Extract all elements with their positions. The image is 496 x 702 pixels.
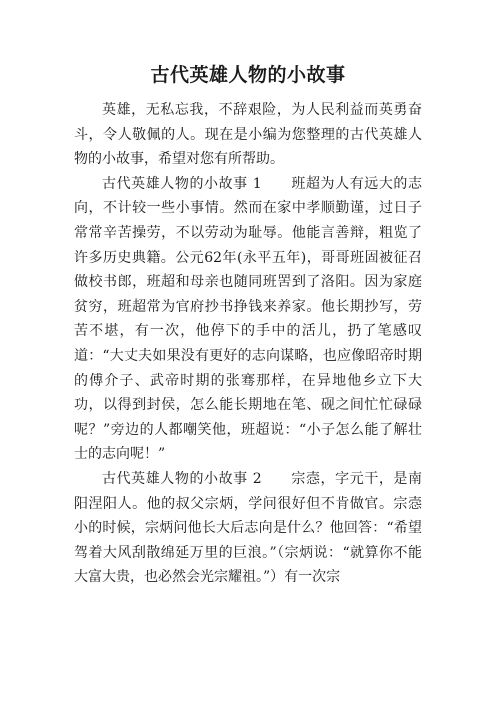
paragraph-story-2: 古代英雄人物的小故事 2 宗悫，字元干，是南阳涅阳人。他的叔父宗炳，学问很好但不肯做官。宗悫小的时候，宗炳问他长大后志向是什么？他回答：“希望驾着大风刮散绵延万里的巨浪。”（宗炳说：“就算你不能大富大贵，也必然会光宗耀祖。”）有一次宗 bbox=[74, 470, 422, 586]
document-title: 古代英雄人物的小故事 bbox=[150, 64, 346, 86]
paragraph-story-1: 古代英雄人物的小故事 1 班超为人有远大的志向，不计较一些小事情。然而在家中孝顺勤谨，过日子常常辛苦操劳，不以劳动为耻辱。他能言善辩，粗览了许多历史典籍。公元62年(永平五年)，哥哥班固被征召做校书郎，班超和母亲也随同班罟到了洛阳。因为家庭贫穷，班超常为官府抄书挣钱来养家。他长期抄写，劳苦不堪，有一次，他停下的手中的活儿，扔了笔感叹道：“大丈夫如果没有更好的志向谋略，也应像昭帝时期的傅介子、武帝时期的张骞那样，在异地他乡立下大功，以得到封侯，怎么能长期地在笔、砚之间忙忙碌碌呢？”旁边的人都嘲笑他，班超说：“小子怎么能了解壮士的志向呢！” bbox=[74, 175, 422, 463]
paragraph-intro: 英雄，无私忘我，不辞艰险，为人民利益而英勇奋斗，令人敬佩的人。现在是小编为您整理的古代英雄人物的小故事，希望对您有所帮助。 bbox=[74, 102, 422, 168]
